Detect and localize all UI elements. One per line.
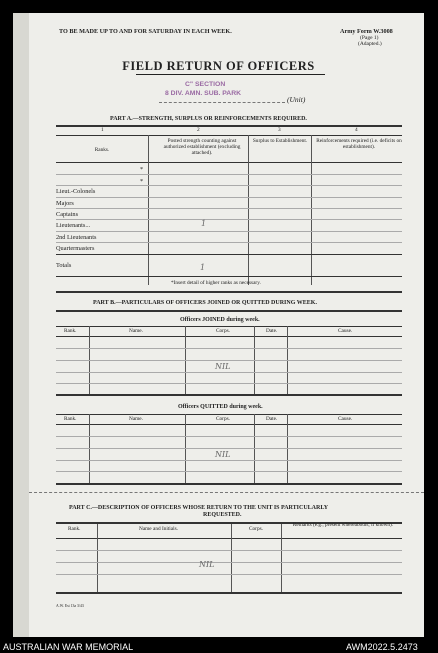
rank-majors: Majors bbox=[56, 200, 74, 207]
row-rule-1 bbox=[56, 174, 402, 175]
partc-row-rule-1 bbox=[56, 550, 402, 551]
caption-accession-number: AWM2022.5.2473 bbox=[346, 642, 418, 652]
totals-label: Totals bbox=[56, 262, 72, 269]
unit-label: (Unit) bbox=[287, 95, 306, 104]
joined-row-rule-3 bbox=[56, 372, 402, 373]
row-rule-3 bbox=[56, 197, 402, 198]
joined-title-rule bbox=[56, 326, 402, 327]
partc-vline-2 bbox=[231, 524, 232, 592]
row-rule-8 bbox=[56, 254, 402, 255]
rank-lieutenants: Lieutenants... bbox=[56, 222, 91, 229]
rank-lieut-colonels: Lieut.-Colonels bbox=[56, 188, 96, 195]
part-a-bottom-rule bbox=[56, 291, 402, 293]
partc-col-name: Name and Initials. bbox=[139, 526, 178, 532]
quitted-row-rule-1 bbox=[56, 436, 402, 437]
rank-2nd-lieutenants: 2nd Lieutenants bbox=[56, 234, 97, 241]
row-rule-7 bbox=[56, 242, 402, 243]
part-a-vline-1 bbox=[148, 135, 149, 285]
form-title: FIELD RETURN OF OFFICERS bbox=[122, 59, 315, 73]
quitted-col-date: Date. bbox=[266, 416, 278, 422]
partc-col-rank: Rank. bbox=[68, 526, 81, 532]
joined-col-rank: Rank. bbox=[64, 328, 77, 334]
title-underline bbox=[136, 74, 325, 75]
part-a-heading: PART A.—STRENGTH, SURPLUS OR REINFORCEMENTS REQUIRED. bbox=[110, 116, 307, 122]
partc-bottom-rule bbox=[56, 592, 402, 594]
quitted-title-rule bbox=[56, 414, 402, 415]
part-c-heading-line1: PART C.—DESCRIPTION OF OFFICERS WHOSE RETURN TO THE UNIT IS PARTICULARLY bbox=[69, 505, 329, 511]
joined-col-cause: Cause. bbox=[338, 328, 353, 334]
caption-institution: AUSTRALIAN WAR MEMORIAL bbox=[3, 642, 134, 652]
totals-posted-entry: 1 bbox=[200, 263, 206, 272]
header-bottom-rule bbox=[56, 162, 402, 163]
joined-row-rule-1 bbox=[56, 348, 402, 349]
stamp-unit: 8 DIV. AMN. SUB. PARK bbox=[165, 90, 242, 97]
quitted-row-rule-4 bbox=[56, 471, 402, 472]
joined-bottom-rule bbox=[56, 394, 402, 396]
quitted-nil-entry: NIL bbox=[215, 450, 231, 459]
part-c-heading-line2: REQUESTED. bbox=[203, 512, 242, 518]
part-a-footnote: *Insert detail of higher ranks as necessary. bbox=[171, 280, 261, 286]
part-a-vline-2 bbox=[248, 135, 249, 285]
col-number-3: 3 bbox=[278, 127, 281, 133]
col-number-rule bbox=[56, 135, 402, 136]
form-sheet bbox=[13, 13, 424, 637]
army-form-number: Army Form W.3008 bbox=[340, 28, 393, 35]
part-a-top-rule bbox=[56, 125, 402, 127]
joined-col-date: Date. bbox=[266, 328, 278, 334]
partc-nil-entry: NIL bbox=[199, 560, 215, 569]
partc-row-rule-2 bbox=[56, 562, 402, 563]
col-number-1: 1 bbox=[101, 127, 104, 133]
adapted-note: (Adapted.) bbox=[358, 41, 382, 47]
partc-header-rule bbox=[56, 538, 402, 539]
joined-nil-entry: NIL bbox=[215, 362, 231, 371]
part-b-top-rule bbox=[56, 310, 402, 312]
rank-captains: Captains bbox=[56, 211, 79, 218]
quitted-header-rule bbox=[56, 424, 402, 425]
partc-vline-1 bbox=[97, 524, 98, 592]
rank-quartermasters: Quartermasters bbox=[56, 245, 95, 252]
joined-title: Officers JOINED during week. bbox=[180, 317, 260, 323]
row-rule-6 bbox=[56, 231, 402, 232]
part-b-heading: PART B.—PARTICULARS OF OFFICERS JOINED OR QUITTED DURING WEEK. bbox=[93, 300, 317, 306]
col-header-ranks: Ranks. bbox=[94, 147, 110, 153]
joined-row-rule-2 bbox=[56, 360, 402, 361]
joined-row-rule-4 bbox=[56, 383, 402, 384]
header-note: TO BE MADE UP TO AND FOR SATURDAY IN EACH WEEK. bbox=[59, 28, 232, 35]
stamp-section: C" SECTION bbox=[185, 81, 226, 88]
quitted-row-rule-2 bbox=[56, 448, 402, 449]
left-margin-strip bbox=[13, 13, 29, 637]
quitted-col-corps: Corps. bbox=[216, 416, 230, 422]
lieutenants-posted-entry: 1 bbox=[201, 219, 207, 228]
quitted-bottom-rule bbox=[56, 483, 402, 485]
quitted-title: Officers QUITTED during week. bbox=[178, 404, 263, 410]
unit-line bbox=[159, 102, 285, 103]
printer-mark: A.W. Est 13a 3/43 bbox=[56, 604, 84, 608]
quitted-col-rank: Rank. bbox=[64, 416, 77, 422]
partc-col-corps: Corps. bbox=[249, 526, 263, 532]
partc-row-rule-3 bbox=[56, 574, 402, 575]
joined-col-name: Name. bbox=[129, 328, 143, 334]
row-rule-4 bbox=[56, 208, 402, 209]
col-header-reinforcements: Reinforcements required (i.e. deficits on establishment). bbox=[316, 138, 402, 150]
tear-line bbox=[29, 492, 424, 493]
col-number-4: 4 bbox=[355, 127, 358, 133]
quitted-col-cause: Cause. bbox=[338, 416, 353, 422]
col-header-surplus: Surplus to Establishment. bbox=[252, 138, 308, 144]
part-a-vline-3 bbox=[311, 135, 312, 285]
row-rule-5 bbox=[56, 219, 402, 220]
quitted-col-name: Name. bbox=[129, 416, 143, 422]
partc-col-remarks: Remarks (e.g., present whereabouts, if known). bbox=[292, 522, 394, 528]
totals-rule bbox=[56, 276, 402, 277]
asterisk-row-2: * bbox=[140, 178, 144, 185]
asterisk-row-1: * bbox=[140, 166, 144, 173]
page-number: (Page 1) bbox=[360, 35, 379, 41]
joined-header-rule bbox=[56, 336, 402, 337]
col-number-2: 2 bbox=[197, 127, 200, 133]
quitted-row-rule-3 bbox=[56, 460, 402, 461]
col-header-posted: Posted strength counting against authorized establishment (excluding attached). bbox=[163, 138, 241, 156]
row-rule-2 bbox=[56, 185, 402, 186]
partc-vline-3 bbox=[281, 524, 282, 592]
joined-col-corps: Corps. bbox=[216, 328, 230, 334]
